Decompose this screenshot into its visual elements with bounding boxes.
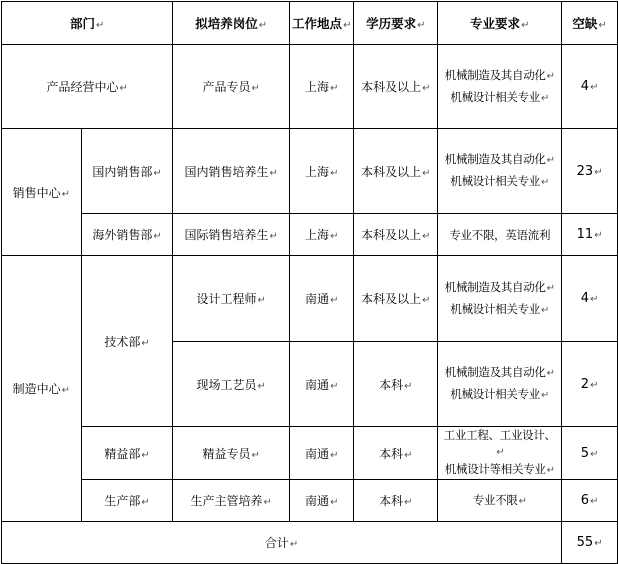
location-cell: 南通↵: [290, 480, 354, 522]
location-cell: 上海↵: [290, 214, 354, 256]
position-cell: 精益专员↵: [173, 427, 290, 480]
major-cell: 机械制造及其自动化↵ 机械设计相关专业↵: [438, 129, 562, 214]
dept-cell: 精益部↵: [81, 427, 173, 480]
header-row: [2, 2, 618, 45]
center-cell: 制造中心↵: [2, 256, 82, 522]
vacancy-cell: 23↵: [562, 129, 618, 214]
table-row: [2, 214, 618, 256]
vacancy-cell: 11↵: [562, 214, 618, 256]
position-cell: 设计工程师↵: [173, 256, 290, 342]
major-cell: 机械制造及其自动化↵ 机械设计相关专业↵: [438, 256, 562, 342]
location-cell: 南通↵: [290, 256, 354, 342]
education-cell: 本科↵: [354, 342, 438, 427]
dept-cell: 生产部↵: [81, 480, 173, 522]
location-cell: 上海↵: [290, 45, 354, 129]
education-cell: 本科↵: [354, 480, 438, 522]
center-cell: 销售中心↵: [2, 129, 82, 256]
position-cell: 国内销售培养生↵: [173, 129, 290, 214]
position-cell: 产品专员↵: [173, 45, 290, 129]
vacancy-cell: 2↵: [562, 342, 618, 427]
header-major: 专业要求↵: [438, 2, 562, 45]
education-cell: 本科及以上↵: [354, 256, 438, 342]
total-vacancy: 55↵: [562, 522, 618, 564]
dept-cell: 产品经营中心↵: [2, 45, 173, 129]
total-label: 合计↵: [2, 522, 562, 564]
total-row: [2, 522, 618, 564]
table-row: [2, 480, 618, 522]
location-cell: 上海↵: [290, 129, 354, 214]
position-cell: 国际销售培养生↵: [173, 214, 290, 256]
education-cell: 本科及以上↵: [354, 214, 438, 256]
education-cell: 本科及以上↵: [354, 129, 438, 214]
dept-cell: 国内销售部↵: [81, 129, 173, 214]
major-cell: 机械制造及其自动化↵ 机械设计相关专业↵: [438, 342, 562, 427]
education-cell: 本科↵: [354, 427, 438, 480]
position-cell: 生产主管培养↵: [173, 480, 290, 522]
table-row: [2, 129, 618, 214]
vacancy-cell: 6↵: [562, 480, 618, 522]
vacancy-cell: 4↵: [562, 256, 618, 342]
major-cell: 专业不限↵: [438, 480, 562, 522]
dept-cell: 技术部↵: [81, 256, 173, 427]
header-department: 部门↵: [2, 2, 173, 45]
major-cell: 专业不限，英语流利: [438, 214, 562, 256]
header-location: 工作地点↵: [290, 2, 354, 45]
table-row: [2, 45, 618, 129]
location-cell: 南通↵: [290, 427, 354, 480]
dept-cell: 海外销售部↵: [81, 214, 173, 256]
vacancy-cell: 4↵: [562, 45, 618, 129]
header-position: 拟培养岗位↵: [173, 2, 290, 45]
location-cell: 南通↵: [290, 342, 354, 427]
vacancy-cell: 5↵: [562, 427, 618, 480]
position-cell: 现场工艺员↵: [173, 342, 290, 427]
header-education: 学历要求↵: [354, 2, 438, 45]
education-cell: 本科及以上↵: [354, 45, 438, 129]
table-row: [2, 256, 618, 342]
recruitment-table: [1, 1, 618, 564]
major-cell: 机械制造及其自动化↵ 机械设计相关专业↵: [438, 45, 562, 129]
table-row: [2, 427, 618, 480]
major-cell: 工业工程、工业设计、↵ 机械设计等相关专业↵: [438, 427, 562, 480]
header-vacancy: 空缺↵: [562, 2, 618, 45]
